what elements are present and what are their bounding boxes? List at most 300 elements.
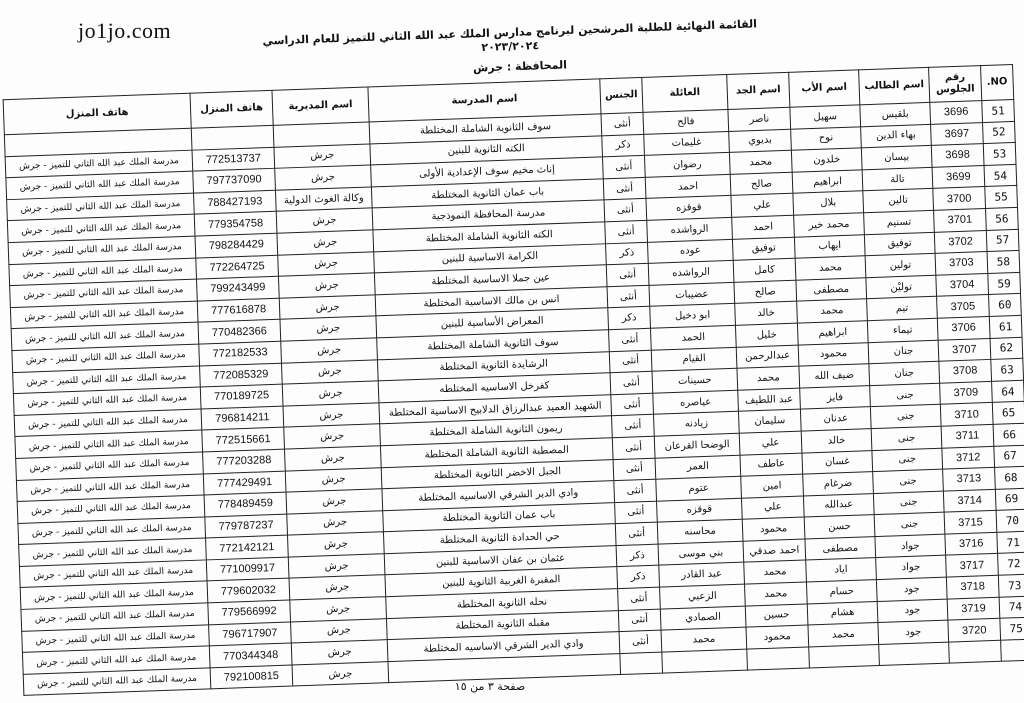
row-number-cell: 61 — [989, 315, 1022, 338]
school-name-cell: الرشايدة الثانوية المختلطة — [377, 351, 610, 381]
assigned-school-cell: مدرسة الملك عبد الله الثاني للتميز - جرش — [17, 495, 205, 523]
row-number-cell: 67 — [994, 445, 1024, 468]
row-number-cell: 63 — [991, 358, 1024, 381]
directorate-cell: جرش — [276, 208, 373, 233]
home-phone-cell — [191, 125, 274, 149]
school-name-cell: مقبله الثانوية المختلطة — [386, 610, 619, 640]
grandfather-name-cell: بديوي — [729, 129, 792, 153]
document-title — [260, 17, 761, 62]
assigned-school-cell: مدرسة الملك عبد الله الثاني للتميز - جرش — [10, 279, 198, 307]
column-header: العائلة — [642, 74, 728, 112]
home-phone-cell: 778489459 — [204, 492, 287, 516]
student-name-cell: تيماء — [867, 318, 938, 342]
student-name-cell: بهاء الدين — [861, 124, 932, 148]
school-name-cell: وادي الدير الشرقي الاساسيه المختلطة — [387, 632, 620, 662]
column-header: رقم الجلوس — [929, 66, 982, 103]
assigned-school-cell: مدرسة الملك عبد الله الثاني للتميز - جرش — [13, 387, 201, 415]
family-name-cell: فالح — [643, 109, 729, 134]
school-name-cell: المقبرة الغربية الثانوية للبنين — [385, 567, 618, 597]
grandfather-name-cell: محمد — [744, 582, 807, 606]
row-number-cell: 64 — [992, 380, 1024, 403]
family-name-cell: حسينات — [652, 368, 738, 393]
home-phone-cell: 771009917 — [206, 557, 289, 581]
student-name-cell: جنى — [873, 469, 944, 493]
seat-number-cell: 3700 — [933, 187, 986, 210]
gender-cell: أنثى — [615, 522, 658, 545]
seat-number-cell: 3720 — [948, 619, 1001, 642]
student-name-cell: جود — [878, 620, 949, 644]
directorate-cell: جرش — [280, 316, 377, 341]
grandfather-name-cell: احمد — [732, 215, 795, 239]
family-name-cell: الرواشده — [648, 261, 734, 286]
row-number-cell — [1001, 639, 1024, 662]
family-name-cell: محاسنه — [657, 519, 743, 544]
home-phone-cell: 798284429 — [195, 233, 278, 257]
roster-sheet — [3, 64, 1024, 696]
assigned-school-cell: مدرسة الملك عبد الله الثاني للتميز - جرش — [23, 668, 211, 696]
row-number-cell: 71 — [997, 531, 1024, 554]
gender-cell: أنثى — [604, 199, 647, 222]
grandfather-name-cell: علي — [731, 194, 794, 218]
home-phone-cell: 777429491 — [203, 471, 286, 495]
home-phone-cell: 779566992 — [208, 600, 291, 624]
row-number-cell: 66 — [993, 423, 1024, 446]
seat-number-cell: 3718 — [946, 575, 999, 598]
family-name-cell: غليمات — [644, 131, 730, 156]
gender-cell — [620, 652, 663, 675]
family-name-cell: الصمادي — [660, 606, 746, 631]
row-number-cell: 70 — [996, 509, 1024, 532]
school-name-cell: عين جملا الاساسية المختلطة — [374, 265, 607, 295]
directorate-cell: جرش — [278, 251, 375, 276]
school-name-cell: الكرامة الاساسية للبنين — [374, 243, 607, 273]
gender-cell: أنثى — [609, 350, 652, 373]
assigned-school-cell: مدرسة الملك عبد الله الثاني للتميز - جرش — [8, 236, 196, 264]
directorate-cell: جرش — [277, 230, 374, 255]
family-name-cell — [662, 649, 748, 674]
gender-cell: ذكر — [616, 544, 659, 567]
grandfather-name-cell: عاطف — [740, 453, 803, 477]
seat-number-cell: 3707 — [938, 338, 991, 361]
gender-cell: أنثى — [614, 479, 657, 502]
gender-cell: أنثى — [613, 458, 656, 481]
family-name-cell: القيام — [651, 347, 737, 372]
row-number-cell: 60 — [989, 294, 1022, 317]
seat-number-cell: 3702 — [934, 230, 987, 253]
directorate-cell: جرش — [289, 575, 386, 600]
row-number-cell: 58 — [987, 251, 1020, 274]
father-name-cell: غسان — [802, 450, 873, 474]
row-number-cell: 53 — [983, 143, 1016, 166]
row-number-cell: 72 — [998, 553, 1024, 576]
assigned-school-cell: مدرسة الملك عبد الله الثاني للتميز - جرش — [9, 258, 197, 286]
directorate-cell: جرش — [292, 661, 389, 686]
seat-number-cell: 3704 — [936, 273, 989, 296]
row-number-cell: 65 — [992, 402, 1024, 425]
directorate-cell: جرش — [283, 403, 380, 428]
grandfather-name-cell: عبد اللطيف — [738, 388, 801, 412]
school-name-cell: الجبل الاخضر الثانوية المختلطة — [381, 459, 614, 489]
seat-number-cell: 3719 — [947, 597, 1000, 620]
grandfather-name-cell: سليمان — [738, 409, 801, 433]
school-name-cell: المصطبة الثانوية الشاملة المختلطة — [380, 438, 613, 468]
grandfather-name-cell: توفيق — [732, 237, 795, 261]
assigned-school-cell: مدرسة الملك عبد الله الثاني للتميز - جرش — [11, 322, 199, 350]
assigned-school-cell: مدرسة الملك عبد الله الثاني للتميز - جرش — [7, 193, 195, 221]
family-name-cell: ابو دخيل — [650, 304, 736, 329]
gender-cell: أنثى — [612, 415, 655, 438]
student-name-cell: جود — [877, 599, 948, 623]
student-name-cell: جواد — [876, 556, 947, 580]
gender-cell: ذكر — [602, 134, 645, 157]
seat-number-cell: 3701 — [934, 208, 987, 231]
gender-cell: أنثى — [612, 436, 655, 459]
school-name-cell: مدرسة المحافظة النموذجية — [372, 200, 605, 230]
home-phone-cell: 788427193 — [194, 190, 277, 214]
family-name-cell: احمد — [645, 174, 731, 199]
assigned-school-cell: مدرسة الملك عبد الله الثاني للتميز - جرش — [14, 409, 202, 437]
candidates-table — [3, 64, 1024, 696]
grandfather-name-cell: امين — [741, 474, 804, 498]
seat-number-cell: 3698 — [931, 144, 984, 167]
row-number-cell: 57 — [986, 229, 1019, 252]
school-name-cell: سوف الثانوية الشاملة المختلطة — [377, 330, 610, 360]
row-number-cell: 59 — [988, 272, 1021, 295]
home-phone-cell: 779787237 — [205, 514, 288, 538]
assigned-school-cell: مدرسة الملك عبد الله الثاني للتميز - جرش — [7, 215, 195, 243]
grandfather-name-cell: عبدالرحمن — [736, 345, 799, 369]
student-name-cell: تيم — [867, 297, 938, 321]
seat-number-cell: 3706 — [937, 316, 990, 339]
family-name-cell: رضوان — [644, 153, 730, 178]
family-name-cell: عياصره — [653, 390, 739, 415]
seat-number-cell: 3716 — [945, 532, 998, 555]
seat-number-cell: 3699 — [932, 165, 985, 188]
student-name-cell: جود — [876, 577, 947, 601]
gender-cell: ذكر — [617, 566, 660, 589]
father-name-cell: خلدون — [791, 148, 862, 172]
home-phone-cell: 779602032 — [207, 579, 290, 603]
assigned-school-cell: مدرسة الملك عبد الله الثاني للتميز - جرش — [18, 517, 206, 545]
seat-number-cell: 3711 — [941, 424, 994, 447]
family-name-cell: الرواشده — [647, 217, 733, 242]
directorate-cell: جرش — [278, 273, 375, 298]
gender-cell: أنثى — [618, 609, 661, 632]
father-name-cell: محمد — [808, 623, 879, 647]
gender-cell: ذكر — [606, 242, 649, 265]
assigned-school-cell: مدرسة الملك عبد الله الثاني للتميز - جرش — [19, 560, 207, 588]
seat-number-cell: 3714 — [943, 489, 996, 512]
gender-cell: أنثى — [615, 501, 658, 524]
school-name-cell: إناث مخيم سوف الإعدادية الأولى — [371, 157, 604, 187]
seat-number-cell: 3710 — [940, 403, 993, 426]
home-phone-cell: 792100815 — [210, 665, 293, 689]
directorate-cell: جرش — [275, 165, 372, 190]
family-name-cell: عوده — [647, 239, 733, 264]
home-phone-cell: 796814211 — [201, 406, 284, 430]
family-name-cell: الزعبي — [660, 584, 746, 609]
assigned-school-cell: مدرسة الملك عبد الله الثاني للتميز - جرش — [19, 538, 207, 566]
row-number-cell: 56 — [986, 207, 1019, 230]
student-name-cell — [879, 642, 950, 666]
father-name-cell: ابراهيم — [797, 321, 868, 345]
title-line: القائمة النهائية للطلبة المرشحين لبرنامج مدارس الملك عبد الله الثاني للتميز للعام الدراسي ٢٠٢٣/٢٠٢٤ — [262, 17, 758, 54]
assigned-school-cell: مدرسة الملك عبد الله الثاني للتميز - جرش — [5, 150, 193, 178]
family-name-cell: محمد — [661, 627, 747, 652]
father-name-cell — [809, 644, 880, 668]
directorate-cell: جرش — [288, 554, 385, 579]
grandfather-name-cell: صالح — [730, 172, 793, 196]
assigned-school-cell: مدرسة الملك عبد الله الثاني للتميز - جرش — [22, 625, 210, 653]
father-name-cell: ابراهيم — [792, 170, 863, 194]
father-name-cell: محمد خير — [794, 213, 865, 237]
seat-number-cell — [949, 640, 1002, 663]
assigned-school-cell: مدرسة الملك عبد الله الثاني للتميز - جرش — [21, 603, 209, 631]
family-name-cell: العمر — [655, 455, 741, 480]
seat-number-cell: 3717 — [946, 554, 999, 577]
grandfather-name-cell — [747, 647, 810, 671]
home-phone-cell: 777616878 — [197, 298, 280, 322]
gender-cell: أنثى — [611, 393, 654, 416]
school-name-cell: عثمان بن عفان الاساسية للبنين — [384, 545, 617, 575]
assigned-school-cell: مدرسة الملك عبد الله الثاني للتميز - جرش — [16, 473, 204, 501]
row-number-cell: 68 — [995, 466, 1024, 489]
directorate-cell: جرش — [291, 640, 388, 665]
student-name-cell: توليْن — [866, 275, 937, 299]
seat-number-cell: 3713 — [943, 467, 996, 490]
student-name-cell: جنى — [872, 448, 943, 472]
directorate-cell: جرش — [290, 597, 387, 622]
gender-cell: أنثى — [619, 630, 662, 653]
school-name-cell: الكته الثانوية للبنين — [370, 135, 603, 165]
directorate-cell: جرش — [284, 446, 381, 471]
assigned-school-cell: مدرسة الملك عبد الله الثاني للتميز - جرش — [6, 171, 194, 199]
directorate-cell: جرش — [282, 381, 379, 406]
column-header: اسم الطالب — [859, 67, 930, 104]
directorate-cell: وكالة الغوث الدولية — [275, 187, 372, 212]
seat-number-cell: 3705 — [937, 295, 990, 318]
seat-number-cell: 3712 — [942, 446, 995, 469]
family-name-cell: عبد القادر — [659, 563, 745, 588]
school-name-cell: نحله الثانوية المختلطة — [386, 589, 619, 619]
directorate-cell: جرش — [281, 359, 378, 384]
father-name-cell: محمد — [795, 256, 866, 280]
home-phone-cell: 772513737 — [192, 147, 275, 171]
grandfather-name-cell: محمود — [746, 625, 809, 649]
row-number-cell: 51 — [982, 99, 1015, 122]
page-number: صفحة ٣ من ١٥ — [454, 680, 526, 693]
home-phone-cell: 772264725 — [196, 255, 279, 279]
home-phone-cell: 779354758 — [194, 212, 277, 236]
assigned-school-cell: مدرسة الملك عبد الله الثاني للتميز - جرش — [16, 452, 204, 480]
father-name-cell: فايز — [800, 385, 871, 409]
student-name-cell: بيسان — [861, 146, 932, 170]
school-name-cell: انس بن مالك الاساسية المختلطة — [375, 287, 608, 317]
home-phone-cell: 777203288 — [203, 449, 286, 473]
column-header: اسم الأب — [789, 70, 860, 107]
assigned-school-cell: مدرسة الملك عبد الله الثاني للتميز - جرش — [20, 581, 208, 609]
school-name-cell: كفرخل الاساسيه المختلطه — [378, 373, 611, 403]
student-name-cell: جنى — [870, 405, 941, 429]
home-phone-cell: 770482366 — [198, 320, 281, 344]
family-name-cell: بني موسى — [658, 541, 744, 566]
directorate-cell: جرش — [286, 489, 383, 514]
school-name-cell: وادي الدير الشرقي الاساسيه المختلطة — [382, 481, 615, 511]
grandfather-name-cell: احمد صدقي — [743, 539, 806, 563]
seat-number-cell: 3715 — [944, 511, 997, 534]
grandfather-name-cell: علي — [741, 496, 804, 520]
row-number-cell: 62 — [990, 337, 1023, 360]
row-number-cell: 54 — [984, 164, 1017, 187]
governorate-label: المحافظة : جرش — [472, 58, 568, 75]
family-name-cell: الوضحا القرعان — [654, 433, 740, 458]
father-name-cell: عبدالله — [803, 493, 874, 517]
home-phone-cell: 772515661 — [202, 427, 285, 451]
row-number-cell: 73 — [998, 574, 1024, 597]
school-name-cell: حي الحدادة الثانوية المختلطة — [383, 524, 616, 554]
gender-cell: أنثى — [609, 328, 652, 351]
father-name-cell: اياد — [806, 558, 877, 582]
seat-number-cell: 3703 — [935, 252, 988, 275]
father-name-cell: محمد — [797, 299, 868, 323]
school-name-cell: المعراض الأساسية للبنين — [376, 308, 609, 338]
school-name-cell: باب عمان الثانوية المختلطة — [371, 179, 604, 209]
gender-cell: أنثى — [602, 156, 645, 179]
assigned-school-cell: مدرسة الملك عبد الله الثاني للتميز - جرش — [15, 430, 203, 458]
column-header: اسم الجد — [727, 72, 790, 109]
school-name-cell: سوف الثانوية الشاملة المختلطة — [369, 114, 602, 144]
student-name-cell: جنى — [874, 512, 945, 536]
column-header: اسم المديرية — [272, 87, 369, 125]
student-name-cell: جنان — [868, 340, 939, 364]
grandfather-name-cell: محمود — [742, 517, 805, 541]
grandfather-name-cell: كامل — [733, 258, 796, 282]
student-name-cell: تسنيم — [864, 210, 935, 234]
father-name-cell: هشام — [807, 601, 878, 625]
directorate-cell: جرش — [281, 338, 378, 363]
father-name-cell: مصطفى — [805, 536, 876, 560]
school-name-cell: باب عمان الثانوية المختلطة — [383, 502, 616, 532]
column-header: NO. — [981, 64, 1014, 100]
family-name-cell: الحمد — [651, 325, 737, 350]
father-name-cell: حسام — [806, 580, 877, 604]
home-phone-cell: 799243499 — [197, 276, 280, 300]
gender-cell: ذكر — [608, 307, 651, 330]
father-name-cell: حسن — [804, 515, 875, 539]
school-name-cell: الكته الثانوية الشاملة المختلطة — [373, 222, 606, 252]
family-name-cell: قوقزه — [657, 498, 743, 523]
gender-cell: أنثى — [607, 285, 650, 308]
home-phone-cell: 772182533 — [199, 341, 282, 365]
table-body — [4, 99, 1024, 695]
gender-cell: أنثى — [618, 587, 661, 610]
school-name-cell: الشهيد العميد عبدالرزاق الدلابيح الاساسية المختلطة — [379, 394, 612, 424]
seat-number-cell: 3709 — [940, 381, 993, 404]
seat-number-cell: 3696 — [930, 101, 983, 124]
row-number-cell: 74 — [999, 596, 1024, 619]
assigned-school-cell: مدرسة الملك عبد الله الثاني للتميز - جرش — [10, 301, 198, 329]
assigned-school-cell: مدرسة الملك عبد الله الثاني للتميز - جرش — [13, 366, 201, 394]
father-name-cell: مصطفى — [796, 277, 867, 301]
directorate-cell: جرش — [287, 510, 384, 535]
student-name-cell: تالة — [862, 167, 933, 191]
student-name-cell: جنى — [870, 383, 941, 407]
student-name-cell: جنى — [871, 426, 942, 450]
row-number-cell: 75 — [1000, 617, 1024, 640]
grandfather-name-cell: ناصر — [728, 107, 791, 131]
father-name-cell: ضرغام — [803, 472, 874, 496]
assigned-school-cell: مدرسة الملك عبد الله الثاني للتميز - جرش — [22, 646, 210, 674]
directorate-cell: جرش — [274, 144, 371, 169]
school-name-cell: ريمون الثانوية الشاملة المختلطة — [380, 416, 613, 446]
student-name-cell: جواد — [875, 534, 946, 558]
family-name-cell: قوقزه — [646, 196, 732, 221]
father-name-cell: محمود — [798, 342, 869, 366]
directorate-cell: جرش — [279, 295, 376, 320]
grandfather-name-cell: خالد — [735, 302, 798, 326]
father-name-cell: سهيل — [790, 105, 861, 129]
row-number-cell: 52 — [983, 121, 1016, 144]
father-name-cell: بلال — [793, 191, 864, 215]
gender-cell: أنثى — [605, 220, 648, 243]
father-name-cell: نوح — [791, 126, 862, 150]
grandfather-name-cell: صالح — [734, 280, 797, 304]
gender-cell: أنثى — [601, 112, 644, 135]
gender-cell: أنثى — [603, 177, 646, 200]
home-phone-cell: 772142121 — [206, 535, 289, 559]
father-name-cell: عدنان — [800, 407, 871, 431]
grandfather-name-cell: حسين — [745, 604, 808, 628]
grandfather-name-cell: علي — [739, 431, 802, 455]
directorate-cell: جرش — [285, 467, 382, 492]
grandfather-name-cell: محمد — [729, 150, 792, 174]
gender-cell: أنثى — [610, 371, 653, 394]
student-name-cell: جنى — [873, 491, 944, 515]
student-name-cell: تالين — [863, 189, 934, 213]
row-number-cell: 69 — [995, 488, 1024, 511]
column-header: الجنس — [600, 77, 643, 113]
home-phone-cell: 796717907 — [209, 622, 292, 646]
home-phone-cell: 772085329 — [200, 363, 283, 387]
assigned-school-cell: مدرسة الملك عبد الله الثاني للتميز - جرش — [12, 344, 200, 372]
grandfather-name-cell: خليل — [735, 323, 798, 347]
home-phone-cell: 797737090 — [193, 168, 276, 192]
column-header: اسم المدرسة — [368, 79, 601, 122]
seat-number-cell: 3697 — [931, 122, 984, 145]
directorate-cell: جرش — [291, 618, 388, 643]
directorate-cell: جرش — [284, 424, 381, 449]
grandfather-name-cell: محمد — [737, 366, 800, 390]
gender-cell: أنثى — [606, 263, 649, 286]
home-phone-cell: 770344348 — [209, 643, 292, 667]
student-name-cell: بلقيس — [860, 102, 931, 126]
column-header: هاتف المنزل — [190, 90, 273, 128]
family-name-cell: عتوم — [656, 476, 742, 501]
family-name-cell: عضيبات — [649, 282, 735, 307]
seat-number-cell: 3708 — [939, 360, 992, 383]
site-watermark: jo1jo.com — [78, 18, 172, 43]
grandfather-name-cell: محمد — [744, 560, 807, 584]
student-name-cell: توفيق — [864, 232, 935, 256]
father-name-cell: ايهاب — [794, 234, 865, 258]
row-number-cell: 55 — [985, 186, 1018, 209]
student-name-cell: تولين — [865, 253, 936, 277]
father-name-cell: ضيف الله — [799, 364, 870, 388]
student-name-cell: جنان — [869, 361, 940, 385]
father-name-cell: خالد — [801, 429, 872, 453]
home-phone-cell: 770189725 — [200, 384, 283, 408]
directorate-cell: جرش — [288, 532, 385, 557]
